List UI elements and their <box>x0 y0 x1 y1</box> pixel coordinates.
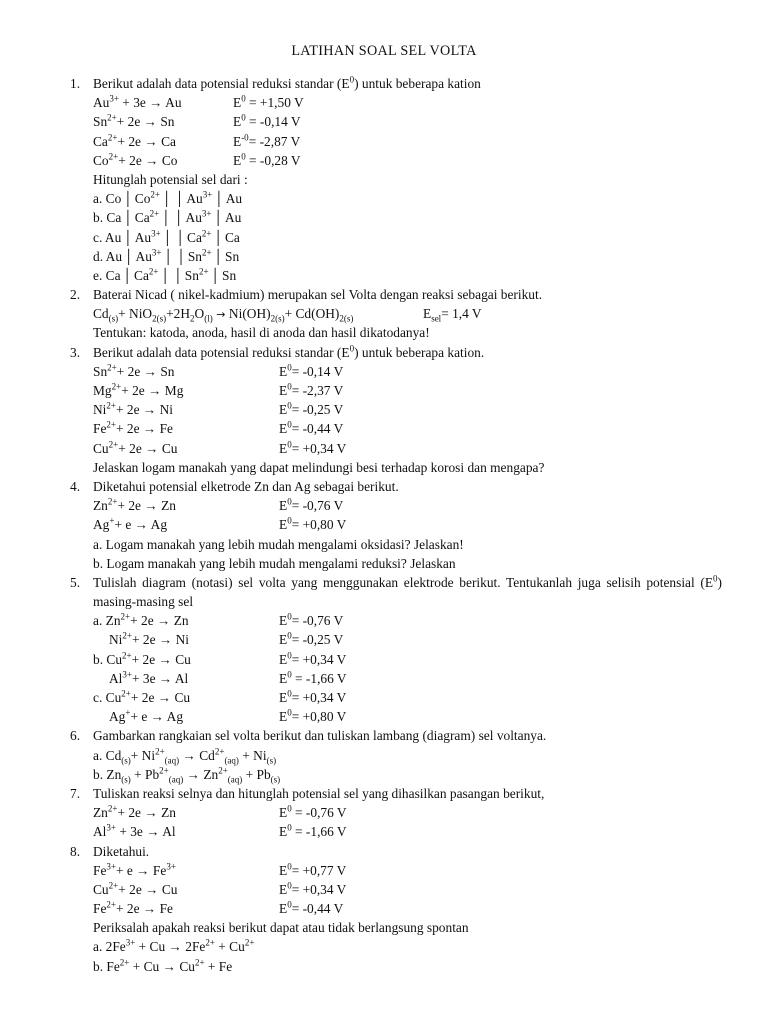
question-1 <box>70 74 722 285</box>
half-reaction: $Zn^{2+}+ 2e \to Zn$ <box>93 496 176 514</box>
question-2 <box>70 285 722 343</box>
sub-question-b: b. Logam manakah yang lebih mudah mengalami reduksi? Jelaskan <box>93 555 456 571</box>
reaction-row <box>93 880 722 899</box>
question-task: Jelaskan logam manakah yang dapat melindungi besi terhadap korosi dan mengapa? <box>93 459 545 475</box>
question-number: 7. <box>70 785 81 801</box>
question-number: 4. <box>70 478 81 494</box>
reaction-row <box>93 93 722 112</box>
question-intro: Berikut adalah data potensial reduksi standar $(E^0)$ untuk beberapa kation. <box>93 343 485 360</box>
reaction-row <box>93 611 722 630</box>
standard-potential: $E^0= -0,44$ V <box>279 899 344 917</box>
half-reaction: $Sn^{2+}+ 2e \to Sn$ <box>93 362 175 379</box>
standard-potential: $E^0= +0,34$ V <box>279 688 347 706</box>
reaction-row <box>93 515 722 534</box>
reaction-row <box>93 688 722 707</box>
half-reaction: $Fe^{2+}+ 2e \to Fe$ <box>93 419 173 437</box>
standard-potential: $E^0= -0,76$ V <box>279 496 344 514</box>
standard-potential: $E^0= -0,44$ V <box>279 419 344 437</box>
reaction-a: a. $2Fe^{3+} + Cu \to 2Fe^{2+} + Cu^{2+}$ <box>93 938 255 955</box>
reaction-list <box>93 861 722 919</box>
question-number: 5. <box>70 574 81 590</box>
question-intro: Diketahui. <box>93 843 150 859</box>
cell-notation: b. Ca │ $Ca^{2+}$ │ │ $Au^{3+}$ │ Au <box>93 208 242 226</box>
standard-potential: $E^0= -0,76$ V <box>279 611 344 629</box>
sub-question-a: a. Logam manakah yang lebih mudah mengalami oksidasi? Jelaskan! <box>93 536 464 552</box>
half-reaction: $Fe^{2+}+ 2e \to Fe$ <box>93 899 173 917</box>
half-reaction: $Al^{3+}+ 3e \to Al$ <box>109 669 189 686</box>
question-task: Hitunglah potensial sel dari : <box>93 171 248 187</box>
half-reaction: a. $Zn^{2+}+ 2e \to Zn$ <box>93 611 189 629</box>
question-number: 2. <box>70 287 81 303</box>
standard-potential: $E^0 = -1,66$ V <box>279 669 347 686</box>
standard-potential: $E^0 = -0,76$ V <box>279 803 347 821</box>
standard-potential: $E^0= +0,77$ V <box>279 861 347 878</box>
reaction-row <box>93 112 722 131</box>
question-task: Tentukan: katoda, anoda, hasil di anoda dan hasil dikatodanya! <box>93 325 430 341</box>
reaction-a: a. $Cd_{(s)}+ Ni^{2+}_{(aq)} \to Cd^{2+}_{(aq)} + Ni_{(s)}$ <box>93 746 277 766</box>
standard-potential: $E^0 = -0,28$ V <box>233 151 301 168</box>
standard-potential: $E^0= +0,34$ V <box>279 439 347 456</box>
half-reaction: $Ni^{2+}+ 2e \to Ni$ <box>109 631 189 648</box>
reaction-row <box>93 362 722 381</box>
half-reaction: $Au^{3+} + 3e \to Au$ <box>93 93 182 111</box>
reaction-row <box>93 861 722 880</box>
half-reaction: $Sn^{2+}+ 2e \to Sn$ <box>93 112 175 130</box>
cell-notation: c. Au │ $Au^{3+}$ │ │ $Ca^{2+}$ │ Ca <box>93 228 240 245</box>
reaction-row <box>93 707 722 726</box>
standard-potential: $E^0= -0,25$ V <box>279 631 344 648</box>
half-reaction: $Zn^{2+}+ 2e \to Zn$ <box>93 803 176 821</box>
reaction-list <box>93 362 722 458</box>
reaction-list <box>93 496 722 534</box>
reaction-row <box>93 899 722 918</box>
reaction-list <box>93 803 722 841</box>
reaction-row <box>93 381 722 400</box>
question-task: Periksalah apakah reaksi berikut dapat atau tidak berlangsung spontan <box>93 920 469 936</box>
half-reaction: $Cu^{2+}+ 2e \to Cu$ <box>93 880 178 897</box>
standard-potential: $E^0= -0,14$ V <box>279 362 344 379</box>
standard-potential: $E^0 = -0,14$ V <box>233 112 301 130</box>
question-intro: Berikut adalah data potensial reduksi standar $(E^0)$ untuk beberapa kation <box>93 74 481 91</box>
question-5 <box>70 573 722 727</box>
standard-potential: $E^0= +0,34$ V <box>279 650 347 667</box>
question-4 <box>70 477 722 573</box>
half-reaction: $Ca^{2+}+ 2e \to Ca$ <box>93 132 176 149</box>
standard-potential: $E^0 = -1,66$ V <box>279 822 347 840</box>
half-reaction: $Fe^{3+}+ e \to Fe^{3+}$ <box>93 861 176 878</box>
reaction-b: b. $Zn_{(s)} + Pb^{2+}_{(aq)} \to Zn^{2+}_{(aq)} + Pb_{(s)}$ <box>93 765 281 785</box>
question-8 <box>70 842 722 976</box>
standard-potential: $E^0= +0,34$ V <box>279 880 347 897</box>
half-reaction: $Ni^{2+}+ 2e \to Ni$ <box>93 400 173 418</box>
half-reaction: c. $Cu^{2+}+ 2e \to Cu$ <box>93 688 191 706</box>
reaction-row <box>93 803 722 822</box>
cell-notation: e. Ca │ $Ca^{2+}$ │ │ $Sn^{2+}$ │ Sn <box>93 266 237 283</box>
reaction-row <box>93 650 722 669</box>
page-title: LATIHAN SOAL SEL VOLTA <box>291 43 477 59</box>
question-intro: Tuliskan reaksi selnya dan hitunglah potensial sel yang dihasilkan pasangan berikut, <box>93 785 545 801</box>
reaction-row <box>93 822 722 841</box>
half-reaction: Ag++ e → Ag <box>109 707 184 725</box>
cell-notation: d. Au │ $Au^{3+}$ │ │ $Sn^{2+}$ │ Sn <box>93 247 240 264</box>
nicad-equation: $Cd_{(s)}+ NiO_{2(s)}+2H_2O_{(l)} \to Ni(OH)_{2(s)}+ Cd(OH)_{2(s)}$ $E_{sel}= 1,4$ V <box>93 306 482 324</box>
reaction-row <box>93 669 722 688</box>
standard-potential: $E^0= +0,80$ V <box>279 707 347 725</box>
cell-notation: a. Co │ $Co^{2+}$ │ │ $Au^{3+}$ │ Au <box>93 189 243 207</box>
reaction-row <box>93 630 722 649</box>
reaction-row <box>93 132 722 151</box>
reaction-row <box>93 400 722 419</box>
half-reaction: $Co^{2+}+ 2e \to Co$ <box>93 151 178 168</box>
question-number: 6. <box>70 728 81 744</box>
reaction-row <box>93 151 722 170</box>
question-3 <box>70 343 722 477</box>
question-number: 1. <box>70 76 81 91</box>
question-list <box>70 74 722 976</box>
question-number: 8. <box>70 843 81 859</box>
standard-potential: $E^0 = +1,50$ V <box>233 93 304 111</box>
half-reaction: $Mg^{2+}+ 2e \to Mg$ <box>93 381 184 398</box>
reaction-list <box>93 611 722 726</box>
reaction-list <box>93 93 722 170</box>
half-reaction: $Al^{3+} + 3e \to Al$ <box>93 822 176 840</box>
reaction-row <box>93 439 722 458</box>
question-number: 3. <box>70 344 81 360</box>
question-6 <box>70 726 722 784</box>
question-intro: Gambarkan rangkaian sel volta berikut dan tuliskan lambang (diagram) sel voltanya. <box>93 728 547 744</box>
question-intro: Baterai Nicad ( nikel-kadmium) merupakan sel Volta dengan reaksi sebagai berikut. <box>93 287 543 303</box>
question-intro: Tulislah diagram (notasi) sel volta yang menggunakan elektrode berikut. Tentukanlah juga selisih potensial $(E^0)$ masing-masing sel <box>93 573 722 610</box>
standard-potential: $E^0= -0,25$ V <box>279 400 344 418</box>
standard-potential: $E^0= +0,80$ V <box>279 515 347 533</box>
reaction-b: b. $Fe^{2+} + Cu \to Cu^{2+} + Fe$ <box>93 957 233 974</box>
standard-potential: $E^0= -2,37$ V <box>279 381 344 398</box>
half-reaction: b. $Cu^{2+}+ 2e \to Cu$ <box>93 650 191 667</box>
reaction-row <box>93 496 722 515</box>
reaction-row <box>93 419 722 438</box>
half-reaction: Ag++ e → Ag <box>93 515 168 533</box>
half-reaction: $Cu^{2+}+ 2e \to Cu$ <box>93 439 178 456</box>
question-intro: Diketahui potensial elketrode Zn dan Ag sebagai berikut. <box>93 478 399 494</box>
standard-potential: $E^{-0}= -2,87$ V <box>233 132 301 149</box>
question-7 <box>70 784 722 842</box>
cell-list <box>93 189 722 285</box>
